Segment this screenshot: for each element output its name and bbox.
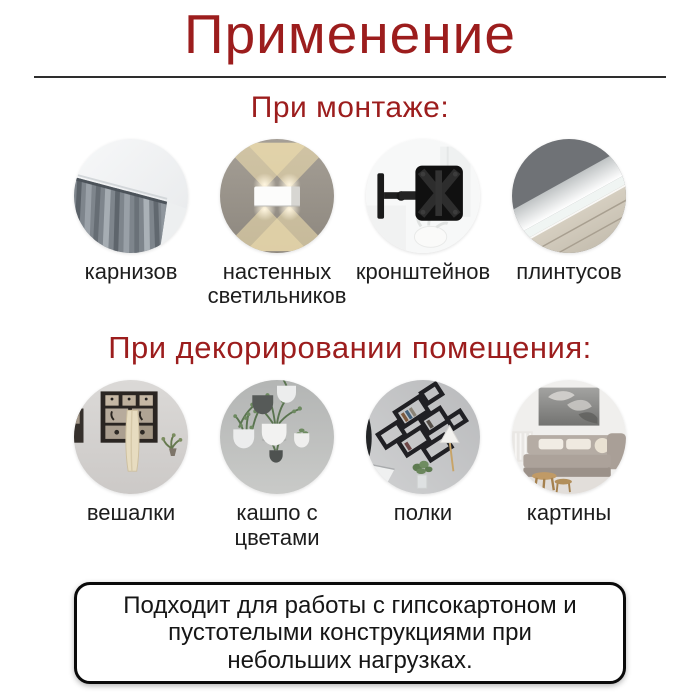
section-heading: При монтаже: (250, 90, 450, 124)
usage-item-painting (496, 380, 642, 550)
item-label: настенных светильников (207, 258, 347, 309)
usage-item-bracket (350, 139, 496, 309)
item-label: полки (393, 500, 453, 526)
usage-item-wall-lamp (204, 139, 350, 309)
item-label: кронштейнов (355, 258, 491, 284)
wall-planters-photo (220, 380, 334, 494)
abstract-painting (539, 388, 600, 426)
items-row-1 (58, 139, 642, 309)
item-label: вешалки (86, 500, 176, 526)
coat-rack-photo (74, 380, 188, 494)
wall-lamp-photo (220, 139, 334, 253)
baseboard-photo (512, 139, 626, 253)
footer-line: Подходит для работы с гипсокартоном и (123, 592, 577, 620)
item-label: плинтусов (516, 258, 622, 284)
section-decor (0, 331, 700, 550)
item-label: кашпо с цветами (234, 500, 320, 550)
section-montage (0, 91, 700, 309)
usage-item-shelves (350, 380, 496, 550)
section-heading: При декорировании помещения: (108, 330, 592, 365)
footer-line: пустотелыми конструкциями при (168, 619, 532, 647)
curtain-rod-photo (74, 139, 188, 253)
item-label: картины (526, 500, 612, 526)
tv-bracket-photo (366, 139, 480, 253)
sofa (523, 433, 626, 477)
wall-shelves-photo (366, 380, 480, 494)
page-title: Применение (184, 3, 516, 65)
divider-line (34, 76, 666, 78)
footer-note (74, 582, 626, 683)
footer-line: небольших нагрузках. (227, 646, 473, 674)
items-row-2 (58, 380, 642, 550)
painting-photo (512, 380, 626, 494)
usage-item-coat-rack (58, 380, 204, 550)
item-label: карнизов (84, 258, 178, 284)
usage-item-baseboard (496, 139, 642, 309)
usage-item-planters (204, 380, 350, 550)
usage-item-curtains (58, 139, 204, 309)
hanging-scarf (126, 410, 139, 471)
